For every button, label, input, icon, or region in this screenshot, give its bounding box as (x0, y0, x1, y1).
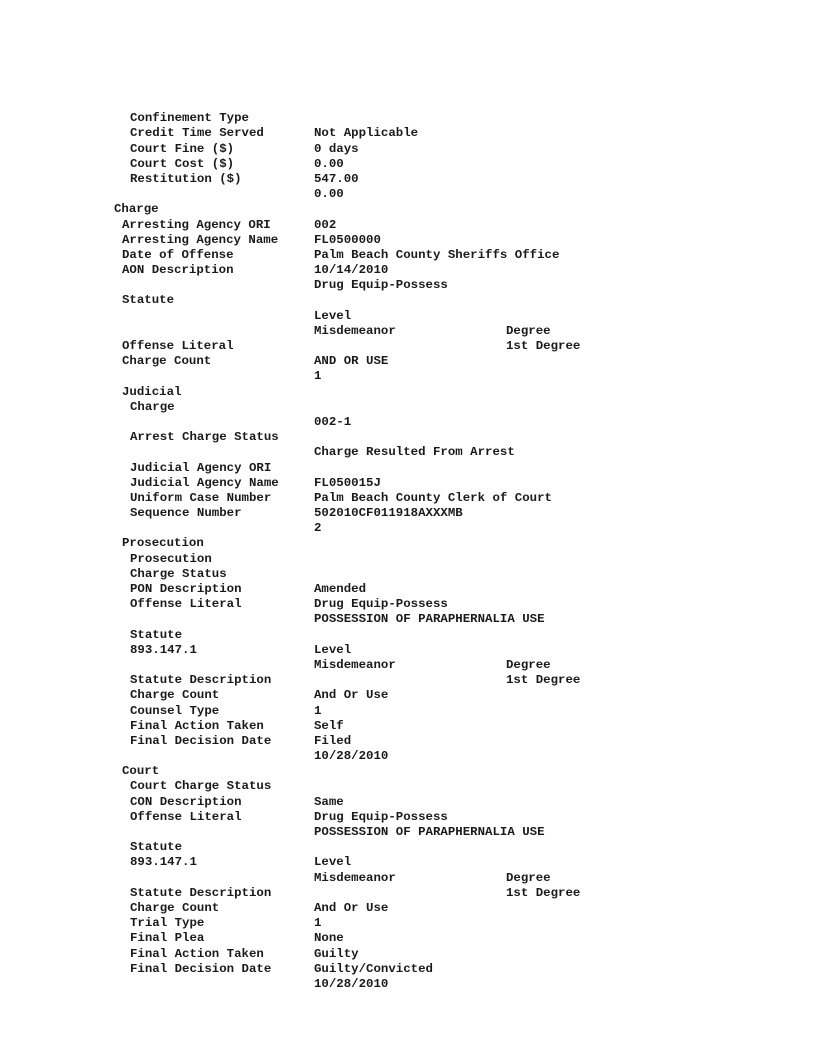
field-value: 1 (314, 703, 322, 718)
judicial-charge-row (0, 385, 816, 429)
field-label: Judicial Agency ORI (130, 460, 272, 475)
field-value: And Or Use (314, 900, 389, 915)
level-column-header: Level (314, 855, 352, 870)
field-value: Drug Equip-Possess (314, 278, 448, 293)
field-label: Final Plea (130, 931, 205, 946)
section-heading: Prosecution (122, 536, 204, 551)
field-label: Charge Count (130, 688, 220, 703)
field-value: Charge Resulted From Arrest (314, 445, 515, 460)
degree-value: 1st Degree (506, 339, 581, 354)
field-value: 547.00 (314, 171, 359, 186)
level-value: Misdemeanor (314, 323, 396, 338)
field-value: Palm Beach County Sheriffs Office (314, 247, 560, 262)
field-value: POSSESSION OF PARAPHERNALIA USE (314, 612, 545, 627)
field-label: Statute Description (130, 885, 272, 900)
degree-column-header: Degree (506, 657, 551, 672)
field-label: Offense Literal (122, 339, 234, 354)
arrest-charge-status-row (0, 415, 816, 460)
court-heading-row (0, 749, 816, 779)
field-label: Charge (130, 399, 175, 414)
field-value: Drug Equip-Possess (314, 597, 448, 612)
field-value: Amended (314, 582, 367, 597)
field-value: None (314, 931, 344, 946)
field-value: Guilty (314, 946, 359, 961)
degree-value: 1st Degree (506, 673, 581, 688)
prosecution-subheading-row (0, 536, 816, 566)
field-label: Arresting Agency ORI (122, 217, 271, 232)
prosecution-heading-row (0, 521, 816, 551)
field-value: FL050015J (314, 475, 381, 490)
field-label: Offense Literal (130, 809, 242, 824)
section-heading: Court (122, 764, 160, 779)
spacer (0, 643, 816, 658)
field-label: Charge Count (122, 354, 212, 369)
degree-column-header: Degree (506, 870, 551, 885)
field-value: Self (314, 718, 344, 733)
field-label: Offense Literal (130, 597, 242, 612)
charge-heading: Charge (114, 202, 159, 217)
field-label: Uniform Case Number (130, 490, 272, 505)
spacer (0, 855, 816, 870)
field-label: Arrest Charge Status (130, 430, 279, 445)
field-label: Charge Count (130, 900, 220, 915)
field-value: FL0500000 (314, 232, 381, 247)
criminal-history-record (0, 96, 816, 991)
spacer (0, 309, 816, 324)
field-value: 10/28/2010 (314, 749, 389, 764)
degree-value: 1st Degree (506, 885, 581, 900)
field-label: Arresting Agency Name (122, 232, 279, 247)
field-label: Statute Description (130, 673, 272, 688)
field-value: And Or Use (314, 688, 389, 703)
field-value: POSSESSION OF PARAPHERNALIA USE (314, 825, 545, 840)
statute-value: 893.147.1 (130, 642, 197, 657)
field-value: 1 (314, 369, 322, 384)
judicial-heading-row (0, 369, 816, 399)
field-value: Same (314, 794, 344, 809)
field-label: Credit Time Served (130, 126, 264, 141)
field-label: Final Action Taken (130, 718, 264, 733)
field-label: Court Charge Status (130, 779, 272, 794)
statute-column-header: Statute (130, 627, 183, 642)
level-column-header: Level (314, 308, 352, 323)
field-label: Counsel Type (130, 703, 220, 718)
field-label: Final Decision Date (130, 961, 272, 976)
statute-column-header: Statute (122, 293, 175, 308)
field-value: 0.00 (314, 187, 344, 202)
field-value: 2 (314, 521, 322, 536)
field-value: 10/14/2010 (314, 263, 389, 278)
field-label: Restitution ($) (130, 171, 242, 186)
field-label: Confinement Type (130, 111, 249, 126)
spacer (0, 734, 816, 749)
field-value: AND OR USE (314, 354, 389, 369)
charge-number: 002 (314, 217, 337, 232)
field-label: Sequence Number (130, 506, 242, 521)
field-label: Final Action Taken (130, 946, 264, 961)
field-label: Judicial Agency Name (130, 475, 279, 490)
statute-column-header: Statute (130, 840, 183, 855)
field-value: Guilty/Convicted (314, 961, 433, 976)
field-label: Court Cost ($) (130, 156, 235, 171)
field-label: Charge Status (130, 566, 227, 581)
field-label: AON Description (122, 263, 234, 278)
field-value: 0.00 (314, 156, 344, 171)
section-heading: Judicial (122, 384, 182, 399)
degree-column-header: Degree (506, 323, 551, 338)
level-value: Misdemeanor (314, 870, 396, 885)
level-column-header: Level (314, 642, 352, 657)
field-label: Final Decision Date (130, 733, 272, 748)
field-value: 002-1 (314, 414, 352, 429)
field-label: PON Description (130, 582, 242, 597)
field-value: 502010CF011918AXXXMB (314, 506, 463, 521)
field-value: 10/28/2010 (314, 976, 389, 991)
field-value: Filed (314, 733, 352, 748)
field-label: CON Description (130, 794, 242, 809)
field-value: 1 (314, 916, 322, 931)
spacer (0, 430, 816, 445)
spacer (0, 400, 816, 415)
field-label: Court Fine ($) (130, 141, 235, 156)
level-value: Misdemeanor (314, 657, 396, 672)
spacer (0, 172, 816, 187)
field-value: Palm Beach County Clerk of Court (314, 490, 552, 505)
field-value: Not Applicable (314, 126, 419, 141)
field-label: Date of Offense (122, 247, 234, 262)
section-subheading: Prosecution (130, 551, 212, 566)
field-value: 0 days (314, 141, 359, 156)
field-label: Trial Type (130, 916, 205, 931)
statute-value: 893.147.1 (130, 855, 197, 870)
field-value: Drug Equip-Possess (314, 809, 448, 824)
